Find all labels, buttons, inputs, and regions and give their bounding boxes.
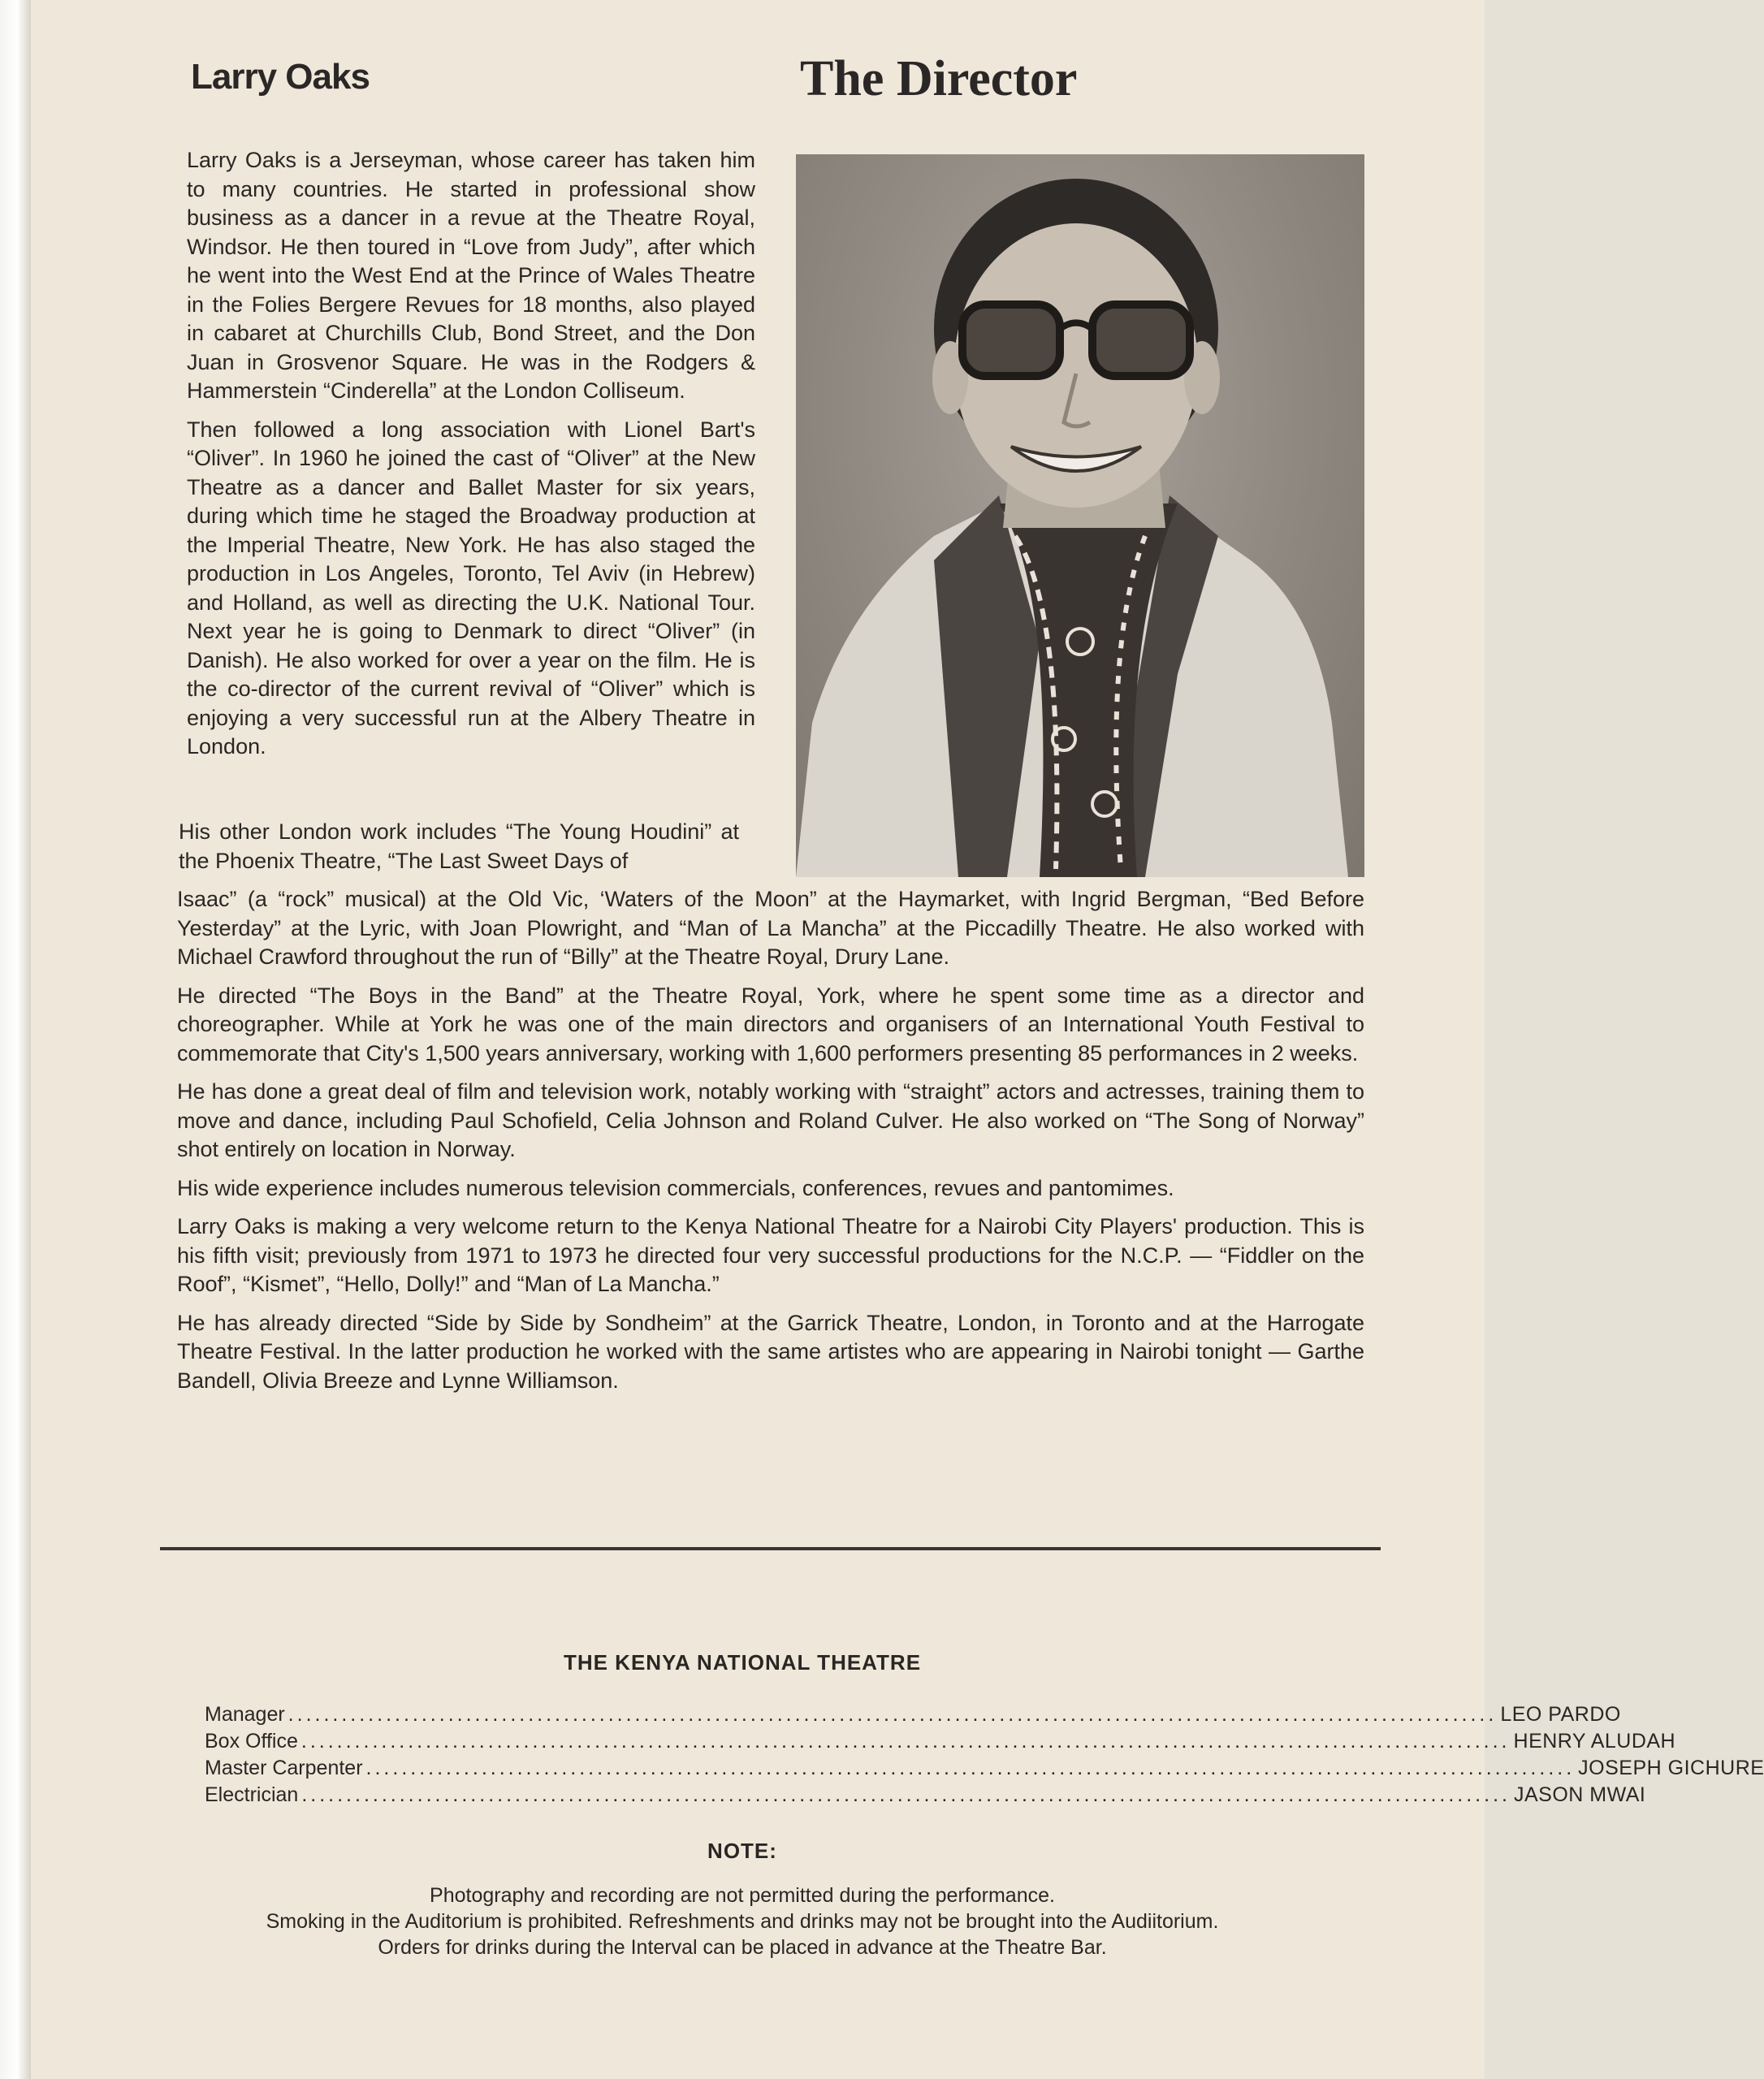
director-name-heading: Larry Oaks (191, 57, 370, 97)
dot-leader: ........................................................................................................................................ (288, 1703, 1498, 1726)
theatre-name-heading: THE KENYA NATIONAL THEATRE (563, 1650, 922, 1675)
note-text (0, 1882, 1485, 1960)
bio-paragraph: Larry Oaks is making a very welcome return to the Kenya National Theatre for a Nairobi City Players' production. This is his fifth visit; previously from 1971 to 1973 he directed four very successful productions for the N.C.P. — “Fiddler on the Roof”, “Kismet”, “Hello, Dolly!” and “Man of La Mancha.” (177, 1214, 1364, 1296)
note-line: Orders for drinks during the Interval can be placed in advance at the Theatre Bar. (378, 1936, 1107, 1959)
staff-role: Box Office (205, 1730, 298, 1753)
staff-name: HENRY ALUDAH (1513, 1730, 1676, 1753)
staff-role: Master Carpenter (205, 1757, 363, 1779)
bio-paragraph: He has done a great deal of film and television work, notably working with “straight” actors and actresses, training them to move and dance, including Paul Schofield, Celia Johnson and Roland Culver. He also worked on “The Song of Norway” shot entirely on location in Norway. (177, 1079, 1364, 1161)
bio-paragraph: He has already directed “Side by Side by Sondheim” at the Garrick Theatre, London, in Toronto and at the Harrogate Theatre Festival. In the latter production he worked with the same artistes who are appearing in Nairobi tonight — Garthe Bandell, Olivia Breeze and Lynne Williamson. (177, 1310, 1364, 1393)
scan-edge (0, 0, 31, 2079)
bio-wrap-start (179, 818, 739, 875)
bio-paragraph: Larry Oaks is a Jerseyman, whose career has taken him to many countries. He started in professional show business as a dancer in a revue at the Theatre Royal, Windsor. He then toured in “Love from Judy”, after which he went into the West End at the Prince of Wales Theatre in the Folies Bergere Revues for 18 months, also played in cabaret at Churchills Club, Bond Street, and the Don Juan in Grosvenor Square. He was in the Rodgers & Hammerstein “Cinderella” at the London Colliseum. (187, 148, 755, 403)
bio-paragraph: Isaac” (a “rock” musical) at the Old Vic, ‘Waters of the Moon” at the Haymarket, with Ingrid Bergman, “Bed Before Yesterday” at the Lyric, with Joan Plowright, and “Man of La Mancha” at the Piccadilly Theatre. He also worked with Michael Crawford throughout the run of “Billy” at the Theatre Royal, Drury Lane. (177, 887, 1364, 969)
section-divider (160, 1547, 1381, 1550)
staff-row (205, 1782, 1646, 1809)
staff-row (205, 1728, 1676, 1755)
dot-leader: ........................................................................................................................................ (300, 1730, 1511, 1753)
staff-name: JASON MWAI (1513, 1783, 1646, 1806)
staff-row (205, 1755, 1764, 1782)
note-line: Smoking in the Auditorium is prohibited. Refreshments and drinks may not be brought into the Audiitorium. (266, 1910, 1219, 1933)
bio-paragraph: He directed “The Boys in the Band” at the Theatre Royal, York, where he spent some time as a director and choreographer. While at York he was one of the main directors and organisers of an International Youth Festival to commemorate that City's 1,500 years anniversary, working with 1,600 performers presenting 85 performances in 2 weeks. (177, 983, 1364, 1065)
bio-paragraph: His wide experience includes numerous television commercials, conferences, revues and pantomimes. (177, 1175, 1174, 1200)
dot-leader: ........................................................................................................................................ (301, 1783, 1511, 1806)
staff-role: Electrician (205, 1783, 299, 1806)
dot-leader: ........................................................................................................................................ (365, 1757, 1576, 1779)
bio-column-left (187, 146, 755, 772)
page-title: The Director (800, 51, 1078, 106)
staff-name: LEO PARDO (1500, 1703, 1621, 1726)
staff-name: JOSEPH GICHURE (1578, 1757, 1764, 1779)
bio-column-full (177, 885, 1364, 1405)
bio-paragraph: His other London work includes “The Young Houdini” at the Phoenix Theatre, “The Last Sweet Days of (179, 819, 739, 873)
staff-role: Manager (205, 1703, 285, 1726)
director-portrait-photo (796, 154, 1364, 877)
bio-paragraph: Then followed a long association with Lionel Bart's “Oliver”. In 1960 he joined the cast of “Oliver” at the New Theatre as a dancer and Ballet Master for six years, during which time he staged the Broadway production at the Imperial Theatre, New York. He has also staged the production in Los Angeles, Toronto, Tel Aviv (in Hebrew) and Holland, as well as directing the U.K. National Tour. Next year he is going to Denmark to direct “Oliver” (in Danish). He also worked for over a year on the film. He is the co-director of the current revival of “Oliver” which is enjoying a very successful run at the Albery Theatre in London. (187, 417, 755, 759)
note-heading: NOTE: (707, 1839, 777, 1863)
theatre-staff-list (205, 1701, 1764, 1809)
note-line: Photography and recording are not permitted during the performance. (430, 1884, 1055, 1907)
staff-row (205, 1701, 1621, 1728)
portrait-illustration (796, 154, 1364, 877)
